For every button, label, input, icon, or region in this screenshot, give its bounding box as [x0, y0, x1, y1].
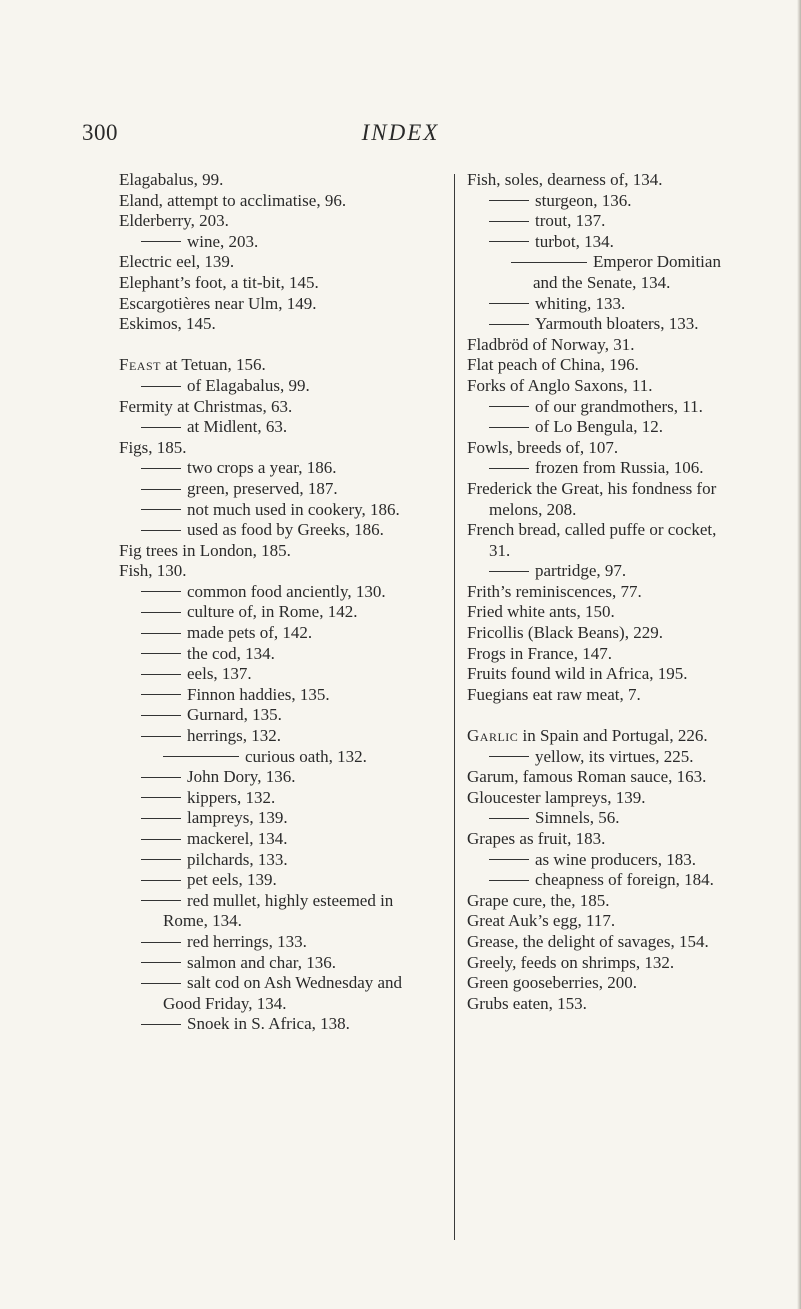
index-entry — [467, 685, 739, 706]
index-entry-text: Eland, attempt to acclimatise, 96. — [119, 190, 347, 210]
index-entry — [467, 561, 739, 582]
index-entry — [119, 891, 439, 932]
index-entry — [119, 561, 439, 582]
ditto-dash — [141, 880, 181, 881]
index-entry — [467, 808, 739, 829]
index-entry — [119, 479, 439, 500]
index-entry — [467, 932, 739, 953]
index-entry — [119, 932, 439, 953]
ditto-dash — [141, 839, 181, 840]
ditto-dash — [141, 900, 181, 901]
index-entry — [119, 726, 439, 747]
index-entry — [119, 973, 439, 1014]
ditto-dash — [511, 262, 587, 263]
index-entry-text: Fruits found wild in Africa, 195. — [467, 664, 688, 684]
ditto-dash — [141, 694, 181, 695]
index-entry-text: not much used in cookery, 186. — [187, 499, 400, 519]
index-entry-text: Fladbröd of Norway, 31. — [467, 334, 635, 354]
index-entry — [119, 273, 439, 294]
index-entry — [119, 767, 439, 788]
index-entry — [119, 397, 439, 418]
ditto-dash — [489, 200, 529, 201]
index-entry — [119, 355, 439, 376]
ditto-dash — [489, 241, 529, 242]
index-entry — [467, 953, 739, 974]
index-entry-text: Fermity at Christmas, 63. — [119, 396, 293, 416]
ditto-dash — [489, 427, 529, 428]
index-entry-text: Electric eel, 139. — [119, 252, 235, 272]
index-entry-text: wine, 203. — [187, 231, 259, 251]
ditto-dash — [141, 612, 181, 613]
index-entry — [119, 829, 439, 850]
index-entry — [119, 170, 439, 191]
ditto-dash — [141, 715, 181, 716]
index-entry-text: Eskimos, 145. — [119, 314, 216, 334]
index-entry-text: culture of, in Rome, 142. — [187, 602, 358, 622]
ditto-dash — [141, 736, 181, 737]
index-entry-text: Grubs eaten, 153. — [467, 993, 587, 1013]
index-entry — [467, 170, 739, 191]
index-entry-text: two crops a year, 186. — [187, 458, 337, 478]
index-entry-text: whiting, 133. — [535, 293, 626, 313]
index-entry-text: Greely, feeds on shrimps, 132. — [467, 952, 675, 972]
index-entry-text: salt cod on Ash Wednesday and Good Friday, 134. — [163, 973, 403, 1013]
index-entry-text: green, preserved, 187. — [187, 478, 338, 498]
index-entry — [467, 520, 739, 561]
index-entry-text: used as food by Greeks, 186. — [187, 520, 384, 540]
index-column-left — [119, 170, 439, 1035]
ditto-dash — [141, 427, 181, 428]
index-entry-text: Fried white ants, 150. — [467, 602, 615, 622]
index-entry — [467, 314, 739, 335]
ditto-dash — [141, 859, 181, 860]
index-entry — [119, 644, 439, 665]
index-entry — [467, 850, 739, 871]
index-entry — [119, 602, 439, 623]
index-entry — [119, 314, 439, 335]
ditto-dash — [141, 983, 181, 984]
index-entry-text: mackerel, 134. — [187, 829, 288, 848]
index-entry-text: at Midlent, 63. — [187, 417, 288, 437]
index-entry — [119, 808, 439, 829]
index-entry-text: pet eels, 139. — [187, 870, 277, 890]
index-entry-text: Fuegians eat raw meat, 7. — [467, 684, 641, 704]
index-entry — [119, 623, 439, 644]
ditto-dash — [489, 324, 529, 325]
ditto-dash — [141, 591, 181, 592]
ditto-dash — [141, 530, 181, 531]
index-entry — [467, 335, 739, 356]
index-entry-text: made pets of, 142. — [187, 623, 313, 643]
index-entry — [467, 747, 739, 768]
index-entry-text: Gloucester lampreys, 139. — [467, 787, 646, 807]
index-entry-text: curious oath, 132. — [245, 746, 367, 766]
index-entry — [119, 376, 439, 397]
index-entry — [119, 788, 439, 809]
header-title: INDEX — [361, 120, 440, 145]
index-entry — [119, 541, 439, 562]
index-entry-text: Simnels, 56. — [535, 808, 620, 828]
index-entry-text: pilchards, 133. — [187, 849, 288, 869]
index-entry — [467, 376, 739, 397]
index-entry — [119, 294, 439, 315]
ditto-dash — [141, 942, 181, 943]
index-entry — [119, 747, 439, 768]
ditto-dash — [489, 468, 529, 469]
index-entry-text: John Dory, 136. — [187, 767, 296, 787]
index-entry-text: sturgeon, 136. — [535, 190, 632, 210]
ditto-dash — [141, 241, 181, 242]
index-entry-text: French bread, called puffe or cocket, 31. — [467, 520, 717, 560]
index-entry-text: Elephant’s foot, a tit-bit, 145. — [119, 272, 319, 292]
index-entry-text: Gurnard, 135. — [187, 705, 282, 725]
ditto-dash — [141, 468, 181, 469]
index-entry — [467, 973, 739, 994]
index-entry-text: Frogs in France, 147. — [467, 643, 612, 663]
index-entry-text: Finnon haddies, 135. — [187, 684, 330, 704]
index-entry-text: at Tetuan, 156. — [160, 355, 266, 375]
index-entry — [467, 870, 739, 891]
index-entry — [119, 664, 439, 685]
section-lead-word: Garlic — [467, 726, 519, 746]
index-entry-text: of Lo Bengula, 12. — [535, 417, 663, 437]
ditto-dash — [489, 880, 529, 881]
ditto-dash — [141, 509, 181, 510]
index-entry-text: in Spain and Portugal, 226. — [518, 726, 708, 746]
index-entry — [467, 726, 739, 747]
index-entry — [119, 252, 439, 273]
index-entry-text: Emperor Domitian and the Senate, 134. — [533, 252, 721, 292]
index-entry — [467, 891, 739, 912]
index-entry — [467, 252, 739, 293]
index-entry-text: Frith’s reminiscences, 77. — [467, 581, 642, 601]
index-entry — [119, 438, 439, 459]
index-entry-text: Elagabalus, 99. — [119, 170, 224, 189]
index-entry — [119, 953, 439, 974]
index-entry-text: turbot, 134. — [535, 231, 614, 251]
section-gap — [467, 705, 739, 726]
index-entry-text: Forks of Anglo Saxons, 11. — [467, 375, 653, 395]
index-entry — [467, 438, 739, 459]
ditto-dash — [141, 1024, 181, 1025]
index-entry — [467, 211, 739, 232]
index-entry — [119, 500, 439, 521]
index-entry — [119, 685, 439, 706]
index-entry-text: Fig trees in London, 185. — [119, 540, 291, 560]
index-entry — [467, 664, 739, 685]
ditto-dash — [489, 756, 529, 757]
index-entry-text: Yarmouth bloaters, 133. — [535, 314, 699, 334]
section-lead-word: Feast — [119, 355, 161, 375]
index-entry-text: Fricollis (Black Beans), 229. — [467, 623, 663, 643]
index-entry-text: Grape cure, the, 185. — [467, 890, 610, 910]
index-entry — [467, 829, 739, 850]
ditto-dash — [489, 406, 529, 407]
index-entry — [119, 417, 439, 438]
ditto-dash — [489, 303, 529, 304]
index-entry — [467, 397, 739, 418]
index-entry-text: the cod, 134. — [187, 643, 275, 663]
index-entry-text: Grease, the delight of savages, 154. — [467, 931, 709, 951]
ditto-dash — [141, 633, 181, 634]
index-entry — [119, 850, 439, 871]
index-entry — [467, 232, 739, 253]
running-head — [0, 120, 801, 150]
index-entry-text: eels, 137. — [187, 664, 252, 684]
index-entry — [467, 458, 739, 479]
index-entry-text: Grapes as fruit, 183. — [467, 829, 606, 848]
index-entry-text: frozen from Russia, 106. — [535, 458, 704, 478]
page-edge-shadow — [797, 0, 801, 1309]
ditto-dash — [141, 386, 181, 387]
index-entry — [467, 191, 739, 212]
index-entry-text: kippers, 132. — [187, 787, 276, 807]
index-entry-text: cheapness of foreign, 184. — [535, 870, 714, 890]
index-entry — [467, 479, 739, 520]
section-gap — [119, 335, 439, 356]
ditto-dash — [141, 674, 181, 675]
index-entry-text: Frederick the Great, his fondness for melons, 208. — [467, 478, 717, 519]
ditto-dash — [141, 797, 181, 798]
index-entry-text: as wine producers, 183. — [535, 849, 696, 869]
index-entry-text: red herrings, 133. — [187, 931, 307, 951]
index-entry — [467, 602, 739, 623]
ditto-dash — [141, 653, 181, 654]
index-column-right — [467, 170, 739, 1014]
index-entry — [467, 767, 739, 788]
index-entry-text: Flat peach of China, 196. — [467, 355, 639, 375]
page-number: 300 — [82, 120, 118, 145]
index-entry-text: herrings, 132. — [187, 726, 281, 746]
index-entry-text: lampreys, 139. — [187, 808, 288, 828]
index-entry-text: Fowls, breeds of, 107. — [467, 437, 619, 457]
index-entry-text: Fish, soles, dearness of, 134. — [467, 170, 663, 189]
index-entry-text: Snoek in S. Africa, 138. — [187, 1014, 350, 1034]
index-entry — [467, 994, 739, 1015]
index-entry — [119, 458, 439, 479]
ditto-dash — [489, 221, 529, 222]
index-entry-text: partridge, 97. — [535, 561, 627, 581]
index-entry-text: common food anciently, 130. — [187, 581, 386, 601]
index-entry — [467, 911, 739, 932]
ditto-dash — [489, 859, 529, 860]
index-entry — [467, 788, 739, 809]
index-entry-text: Escargotières near Ulm, 149. — [119, 293, 317, 313]
index-entry — [467, 355, 739, 376]
index-entry-text: salmon and char, 136. — [187, 952, 336, 972]
ditto-dash — [489, 571, 529, 572]
index-entry-text: of our grandmothers, 11. — [535, 396, 703, 416]
index-entry — [467, 417, 739, 438]
ditto-dash — [489, 818, 529, 819]
column-divider — [454, 174, 455, 1240]
index-entry — [119, 705, 439, 726]
index-entry — [119, 1014, 439, 1035]
index-entry-text: Green gooseberries, 200. — [467, 973, 637, 993]
index-entry — [119, 191, 439, 212]
index-entry-text: Fish, 130. — [119, 561, 187, 581]
ditto-dash — [141, 962, 181, 963]
ditto-dash — [163, 756, 239, 757]
index-entry — [467, 294, 739, 315]
index-entry — [119, 232, 439, 253]
index-entry-text: yellow, its virtues, 225. — [535, 746, 694, 766]
index-entry-text: Garum, famous Roman sauce, 163. — [467, 767, 707, 787]
index-entry — [467, 582, 739, 603]
ditto-dash — [141, 489, 181, 490]
index-entry — [467, 623, 739, 644]
ditto-dash — [141, 777, 181, 778]
index-entry-text: Great Auk’s egg, 117. — [467, 911, 616, 931]
index-entry — [119, 870, 439, 891]
ditto-dash — [141, 818, 181, 819]
index-entry — [119, 520, 439, 541]
index-entry — [119, 582, 439, 603]
index-entry — [119, 211, 439, 232]
index-entry-text: red mullet, highly esteemed in Rome, 134. — [163, 890, 394, 931]
index-entry-text: trout, 137. — [535, 211, 606, 231]
index-entry-text: Figs, 185. — [119, 437, 187, 457]
index-entry — [467, 644, 739, 665]
index-entry-text: of Elagabalus, 99. — [187, 375, 310, 395]
index-entry-text: Elderberry, 203. — [119, 211, 229, 231]
